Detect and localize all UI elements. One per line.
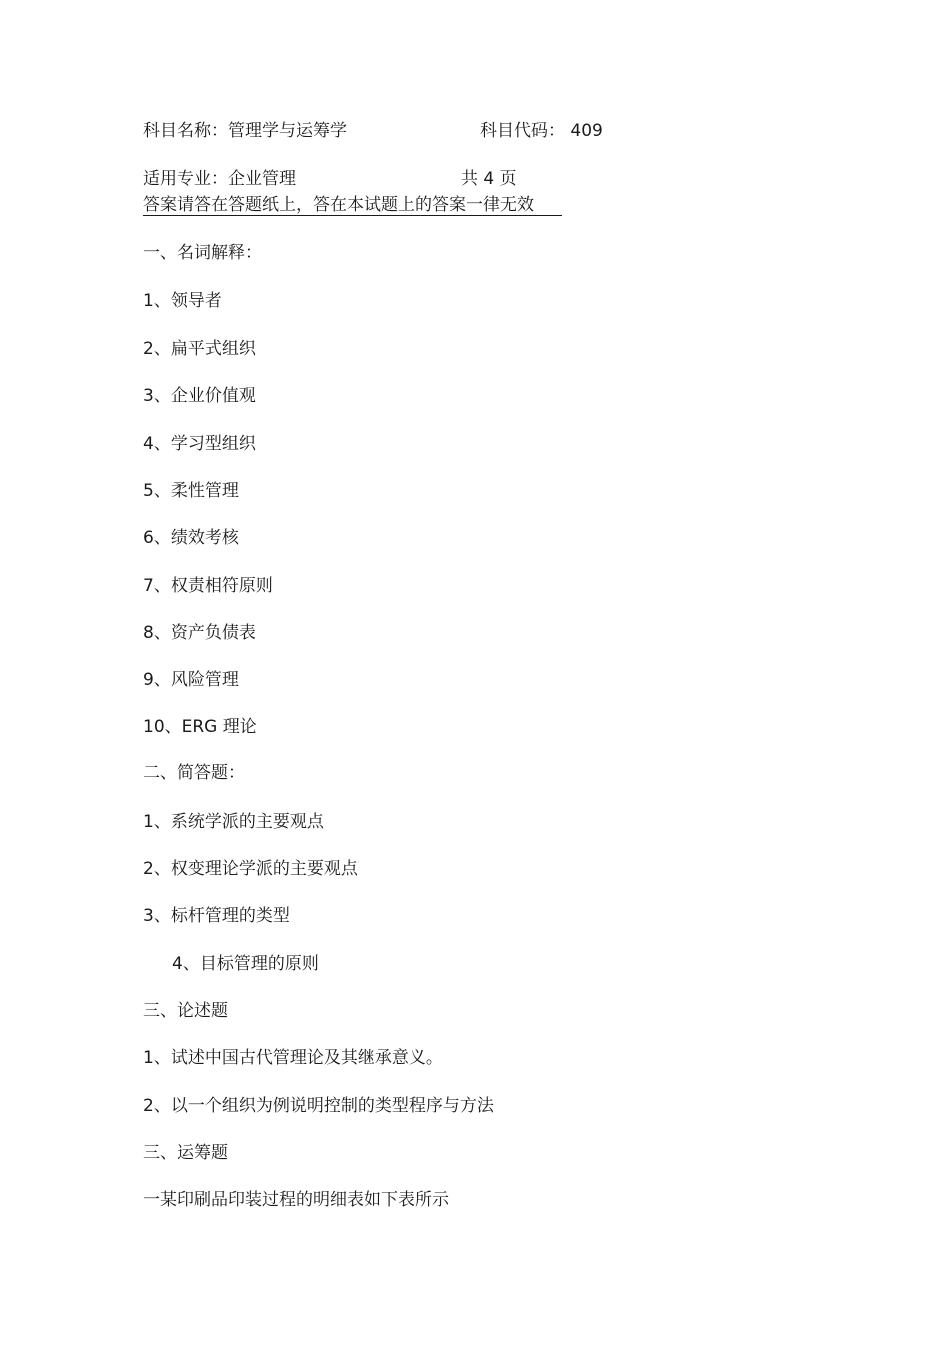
list-item: 4、目标管理的原则 xyxy=(172,954,319,974)
list-item: 2、以一个组织为例说明控制的类型程序与方法 xyxy=(143,1096,494,1116)
answer-notice: 答案请答在答题纸上，答在本试题上的答案一律无效 xyxy=(143,195,562,216)
list-item: 6、绩效考核 xyxy=(143,528,239,548)
applicable-major: 适用专业：企业管理 xyxy=(143,169,296,189)
list-item: 7、权责相符原则 xyxy=(143,576,273,596)
list-item: 10、ERG 理论 xyxy=(143,717,257,737)
page-count: 共 4 页 xyxy=(461,169,517,189)
list-item: 5、柔性管理 xyxy=(143,481,239,501)
question-intro: 一某印刷品印装过程的明细表如下表所示 xyxy=(143,1190,449,1210)
list-item: 1、系统学派的主要观点 xyxy=(143,812,324,832)
section-title: 三、论述题 xyxy=(143,1001,228,1021)
list-item: 3、标杆管理的类型 xyxy=(143,906,290,926)
subject-name: 科目名称：管理学与运筹学 xyxy=(143,121,347,141)
list-item: 2、权变理论学派的主要观点 xyxy=(143,859,358,879)
list-item: 9、风险管理 xyxy=(143,670,239,690)
section-title: 二、简答题： xyxy=(143,763,245,783)
list-item: 2、扁平式组织 xyxy=(143,339,256,359)
section-title: 三、运筹题 xyxy=(143,1143,228,1163)
list-item: 3、企业价值观 xyxy=(143,386,256,406)
list-item: 1、领导者 xyxy=(143,291,222,311)
list-item: 4、学习型组织 xyxy=(143,434,256,454)
section-title: 一、名词解释： xyxy=(143,243,262,263)
subject-code: 科目代码： 409 xyxy=(480,121,603,141)
list-item: 8、资产负债表 xyxy=(143,623,256,643)
list-item: 1、试述中国古代管理论及其继承意义。 xyxy=(143,1048,443,1068)
